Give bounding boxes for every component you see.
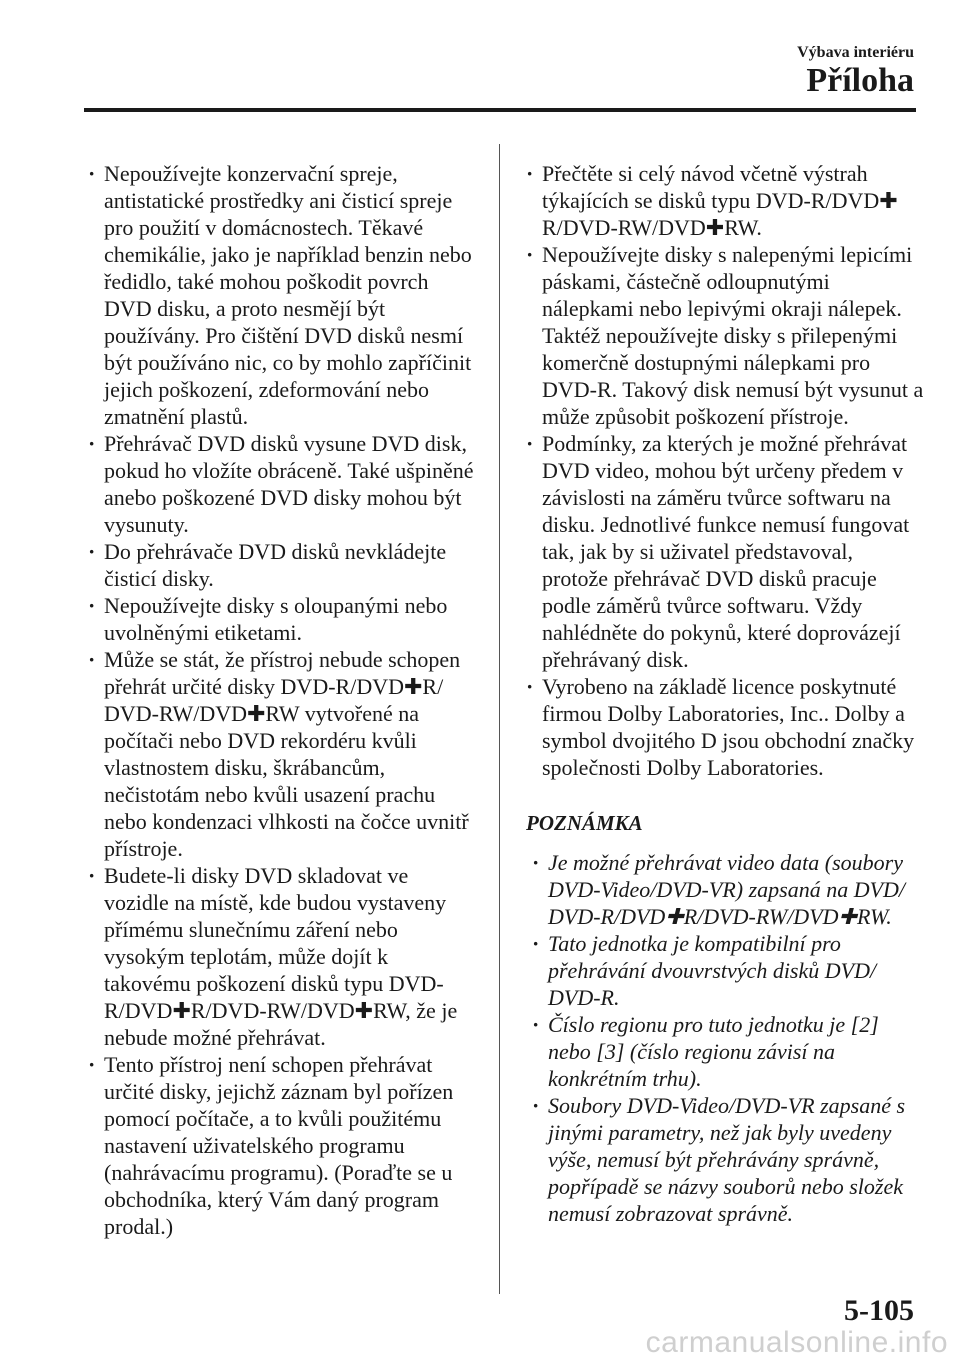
right-bullet-list (524, 160, 924, 781)
right-column (524, 160, 924, 1227)
note-item: · Tato jednotka je kompatibilní pro přehrávání dvouvrstvých disků DVD/ DVD-R. (524, 930, 924, 1011)
list-item: · Může se stát, že přístroj nebude schopen přehrát určité disky DVD-R/DVD✚R/ DVD-RW/DVD✚RW vytvořené na počítači nebo DVD rekordéru kvůli vlastnostem disku, škrábancům, nečistotám nebo kvůli usazení prachu nebo kondenzaci vlhkosti na čočce uvnitř přístroje. (86, 646, 476, 862)
page-title: Příloha (806, 62, 914, 99)
column-divider (499, 144, 500, 1294)
note-item: · Je možné přehrávat video data (soubory DVD-Video/DVD-VR) zapsaná na DVD/ DVD-R/DVD✚R/DVD-RW/DVD✚RW. (524, 849, 924, 930)
note-list (524, 849, 924, 1227)
note-item: · Číslo regionu pro tuto jednotku je [2] nebo [3] (číslo regionu závisí na konkrétním trhu). (524, 1011, 924, 1092)
left-column (86, 160, 476, 1240)
page-number: 5-105 (844, 1294, 914, 1327)
section-title: Výbava interiéru (797, 44, 914, 61)
list-item: · Nepoužívejte konzervační spreje, antistatické prostředky ani čisticí spreje pro použití v domácnostech. Těkavé chemikálie, jako je například benzin nebo ředidlo, také mohou poškodit povrch DVD disku, a proto nesmějí být používány. Pro čištění DVD disků nesmí být používáno nic, co by mohlo zapříčinit jejich poškození, zdeformování nebo zmatnění plastů. (86, 160, 476, 430)
list-item: · Tento přístroj není schopen přehrávat určité disky, jejichž záznam byl pořízen pomocí počítače, a to kvůli použitému nastavení uživatelského programu (nahrávacímu programu). (Poraďte se u obchodníka, který Vám daný program prodal.) (86, 1051, 476, 1240)
note-item: · Soubory DVD-Video/DVD-VR zapsané s jinými parametry, než jak byly uvedeny výše, nemusí být přehrávány správně, popřípadě se názvy souborů nebo složek nemusí zobrazovat správně. (524, 1092, 924, 1227)
list-item: · Přečtěte si celý návod včetně výstrah týkajících se disků typu DVD-R/DVD✚ R/DVD-RW/DVD✚RW. (524, 160, 924, 241)
list-item: · Vyrobeno na základě licence poskytnuté firmou Dolby Laboratories, Inc.. Dolby a symbol dvojitého D jsou obchodní značky společnosti Dolby Laboratories. (524, 673, 924, 781)
left-bullet-list (86, 160, 476, 1240)
watermark: carmanualsonline.info (645, 1326, 948, 1359)
header-rule (84, 108, 916, 112)
list-item: · Podmínky, za kterých je možné přehrávat DVD video, mohou být určeny předem v závislosti na záměru tvůrce softwaru na disku. Jednotlivé funkce nemusí fungovat tak, jak by si uživatel představoval, protože přehrávač DVD disků pracuje podle záměrů tvůrce softwaru. Vždy nahlédněte do pokynů, které doprovázejí přehrávaný disk. (524, 430, 924, 673)
note-title: POZNÁMKA (526, 811, 643, 835)
list-item: · Do přehrávače DVD disků nevkládejte čisticí disky. (86, 538, 476, 592)
list-item: · Nepoužívejte disky s oloupanými nebo uvolněnými etiketami. (86, 592, 476, 646)
list-item: · Přehrávač DVD disků vysune DVD disk, pokud ho vložíte obráceně. Také ušpiněné anebo poškozené DVD disky mohou být vysunuty. (86, 430, 476, 538)
list-item: · Budete-li disky DVD skladovat ve vozidle na místě, kde budou vystaveny přímému slunečnímu záření nebo vysokým teplotám, může dojít k takovému poškození disků typu DVD-R/DVD✚R/DVD-RW/DVD✚RW, že je nebude možné přehrávat. (86, 862, 476, 1051)
list-item: · Nepoužívejte disky s nalepenými lepicími páskami, částečně odloupnutými nálepkami nebo lepivými okraji nálepek. Taktéž nepoužívejte disky s přilepenými komerčně dostupnými nálepkami pro DVD-R. Takový disk nemusí být vysunut a může způsobit poškození přístroje. (524, 241, 924, 430)
